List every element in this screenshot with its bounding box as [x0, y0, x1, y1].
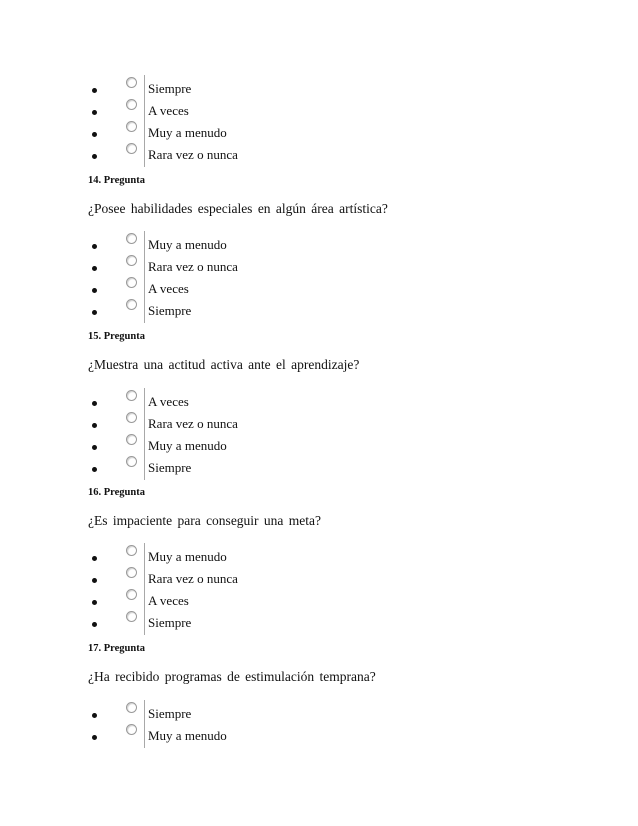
question-text: ¿Ha recibido programas de estimulación temprana?	[88, 669, 376, 684]
bullet-icon	[92, 556, 97, 561]
bullet-icon	[92, 600, 97, 605]
option-row	[0, 237, 638, 259]
option-label: A veces	[148, 394, 189, 409]
option-label: Rara vez o nunca	[148, 259, 238, 274]
option-row	[0, 147, 638, 169]
radio-button[interactable]	[126, 233, 137, 244]
option-label: Muy a menudo	[148, 237, 227, 252]
bullet-icon	[92, 244, 97, 249]
radio-button[interactable]	[126, 589, 137, 600]
option-label: Siempre	[148, 81, 192, 96]
question-number: 16. Pregunta	[88, 487, 145, 498]
radio-button[interactable]	[126, 702, 137, 713]
option-label: Muy a menudo	[148, 728, 227, 743]
radio-button[interactable]	[126, 390, 137, 401]
option-label: Siempre	[148, 303, 192, 318]
option-row	[0, 438, 638, 460]
bullet-icon	[92, 467, 97, 472]
bullet-icon	[92, 445, 97, 450]
question-text: ¿Posee habilidades especiales en algún área artística?	[88, 201, 388, 216]
option-label: A veces	[148, 281, 189, 296]
radio-button[interactable]	[126, 434, 137, 445]
bullet-icon	[92, 713, 97, 718]
option-row	[0, 259, 638, 281]
option-row	[0, 615, 638, 637]
question-17-options	[0, 706, 638, 750]
option-row	[0, 125, 638, 147]
bullet-icon	[92, 735, 97, 740]
option-label: Muy a menudo	[148, 549, 227, 564]
radio-button[interactable]	[126, 412, 137, 423]
radio-button[interactable]	[126, 456, 137, 467]
bullet-icon	[92, 423, 97, 428]
question-14-options	[0, 237, 638, 325]
divider	[144, 722, 145, 748]
radio-button[interactable]	[126, 545, 137, 556]
option-label: Muy a menudo	[148, 438, 227, 453]
bullet-icon	[92, 110, 97, 115]
question-text: ¿Es impaciente para conseguir una meta?	[88, 513, 322, 528]
option-label: Muy a menudo	[148, 125, 227, 140]
bullet-icon	[92, 266, 97, 271]
option-label: Siempre	[148, 615, 192, 630]
option-label: A veces	[148, 103, 189, 118]
question-number: 14. Pregunta	[88, 175, 145, 186]
option-row	[0, 281, 638, 303]
question-text: ¿Muestra una actitud activa ante el aprendizaje?	[88, 357, 360, 372]
option-row	[0, 303, 638, 325]
radio-button[interactable]	[126, 724, 137, 735]
bullet-icon	[92, 401, 97, 406]
option-row	[0, 593, 638, 615]
question-13-options	[0, 81, 638, 169]
question-number: 15. Pregunta	[88, 331, 145, 342]
option-row	[0, 394, 638, 416]
bullet-icon	[92, 88, 97, 93]
question-number: 17. Pregunta	[88, 643, 145, 654]
option-row	[0, 81, 638, 103]
option-row	[0, 460, 638, 482]
bullet-icon	[92, 288, 97, 293]
bullet-icon	[92, 622, 97, 627]
option-row	[0, 549, 638, 571]
divider	[144, 454, 145, 480]
option-row	[0, 416, 638, 438]
option-row	[0, 571, 638, 593]
radio-button[interactable]	[126, 77, 137, 88]
radio-button[interactable]	[126, 99, 137, 110]
bullet-icon	[92, 132, 97, 137]
bullet-icon	[92, 310, 97, 315]
option-label: Rara vez o nunca	[148, 571, 238, 586]
radio-button[interactable]	[126, 611, 137, 622]
option-row	[0, 728, 638, 750]
bullet-icon	[92, 578, 97, 583]
bullet-icon	[92, 154, 97, 159]
radio-button[interactable]	[126, 121, 137, 132]
option-row	[0, 103, 638, 125]
option-row	[0, 706, 638, 728]
option-label: Siempre	[148, 460, 192, 475]
radio-button[interactable]	[126, 255, 137, 266]
radio-button[interactable]	[126, 277, 137, 288]
option-label: Rara vez o nunca	[148, 416, 238, 431]
radio-button[interactable]	[126, 299, 137, 310]
option-label: A veces	[148, 593, 189, 608]
question-16-options	[0, 549, 638, 637]
option-label: Siempre	[148, 706, 192, 721]
option-label: Rara vez o nunca	[148, 147, 238, 162]
divider	[144, 141, 145, 167]
divider	[144, 609, 145, 635]
radio-button[interactable]	[126, 567, 137, 578]
question-15-options	[0, 394, 638, 482]
divider	[144, 297, 145, 323]
radio-button[interactable]	[126, 143, 137, 154]
